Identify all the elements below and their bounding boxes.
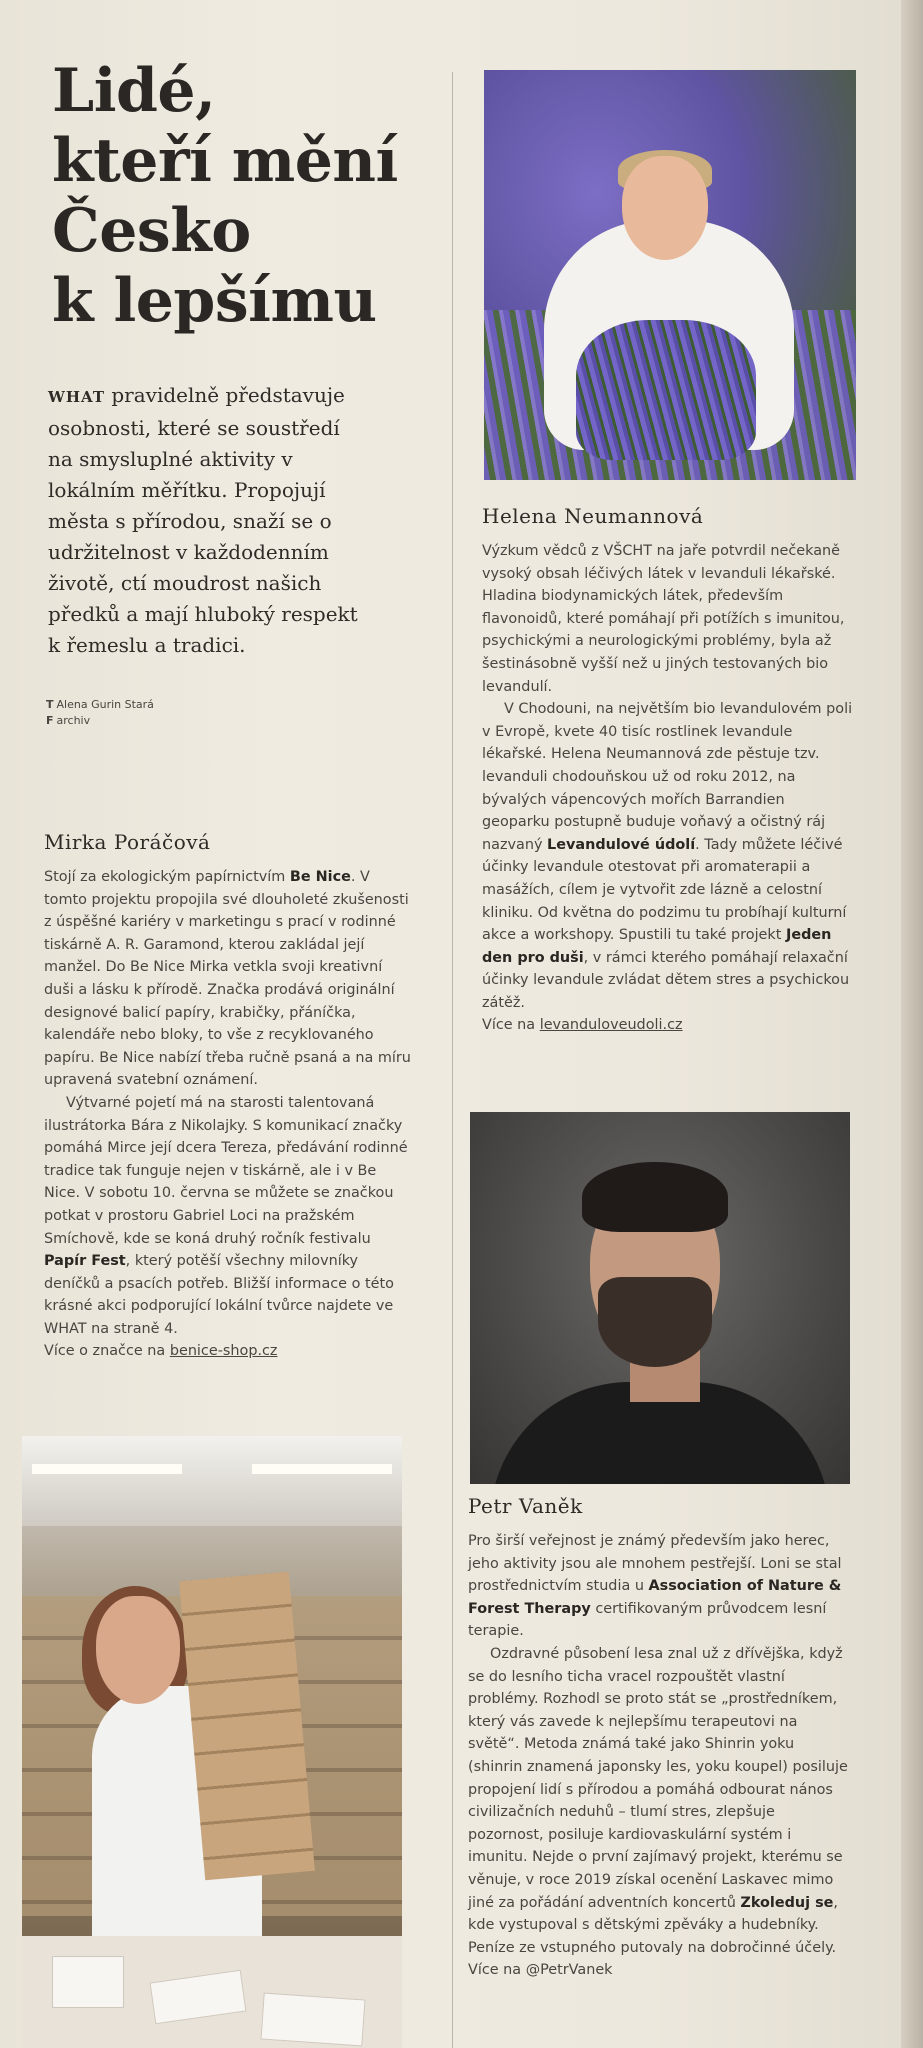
mirka-more: Více o značce na benice-shop.cz: [44, 1343, 278, 1360]
credit-author: Alena Gurin Stará: [56, 698, 154, 711]
page-edge: [901, 0, 923, 2048]
lead-paragraph: [48, 380, 368, 661]
lead-text: pravidelně představuje osobnosti, které se soustředí na smysluplné aktivity v lokálním měřítku. Propojují města s přírodou, snaží se o udržitelnost v každodenním životě, ctí moudrost našich předků a mají hluboký respekt k řemeslu a tradici.: [48, 383, 358, 657]
headline-line-2: kteří mění: [52, 126, 398, 196]
column-divider: [452, 72, 453, 2048]
headline: [52, 56, 432, 336]
helena-p1: Výzkum vědců z VŠCHT na jaře potvrdil nečekaně vysoký obsah léčivých látek v levanduli lékařské. Hladina biodynamických látek, především flavonoidů, které pomáhají při potížích s imunitou, psychickými a neurologickými problémy, byla až šestinásobně vyšší než u jiných testovaných bio levandulí.: [482, 543, 845, 695]
mirka-photo: [22, 1436, 402, 2048]
headline-line-4: k lepšímu: [52, 266, 377, 336]
mirka-bio: [44, 866, 412, 1363]
helena-p2: V Chodouni, na největším bio levandulovém poli v Evropě, kvete 40 tisíc rostlinek levandule lékařské. Helena Neumannová zde pěstuje tzv. levanduli chodouňskou už od roku 2012, na bývalých vápencových mořích Barrandien geoparku postupně buduje voňavý a očistný ráj nazvaný Levandulové údolí. Tady můžete léčivé účinky levandule otestovat při aromaterapii a masážích, cílem je vytvořit zde lázně a celostní kliniku. Od května do podzimu tu probíhají kulturní akce a workshopy. Spustili tu také projekt Jeden den pro duši, v rámci kterého pomáhají relaxační účinky levandule zvládat dětem stres a psychickou zátěž.: [482, 701, 853, 1011]
petr-name: Petr Vaněk: [468, 1494, 583, 1518]
credit-photo: archiv: [56, 714, 91, 727]
helena-bio: [482, 540, 854, 1037]
petr-p1: Pro širší veřejnost je známý především jako herec, jeho aktivity jsou ale mnohem pestřejší. Loni se stal prostřednictvím studia u Association of Nature & Forest Therapy certifikovaným průvodcem lesní terapie.: [468, 1533, 842, 1640]
credits: [46, 697, 154, 729]
helena-more: Více na levanduloveudoli.cz: [482, 1017, 683, 1034]
mirka-p1: Stojí za ekologickým papírnictvím Be Nice. V tomto projektu propojila své dlouholeté zkušenosti z úspěšné kariéry v marketingu s prací v rodinné tiskárně A. R. Garamond, kterou zakládal její manžel. Do Be Nice Mirka vetkla svoji kreativní duši a lásku k přírodě. Značka prodává originální designové balicí papíry, krabičky, přáníčka, kalendáře nebo bloky, to vše z recyklovaného papíru. Be Nice nabízí třeba ručně psaná a na míru upravená svatební oznámení.: [44, 869, 411, 1089]
petr-bio: [468, 1530, 848, 1982]
credit-text-key: T: [46, 698, 54, 711]
headline-line-1: Lidé,: [52, 56, 216, 126]
petr-photo: [470, 1112, 850, 1484]
brand-name: WHAT: [48, 388, 105, 406]
helena-name: Helena Neumannová: [482, 504, 704, 528]
petr-p2: Ozdravné působení lesa znal už z dřívějška, když se do lesního ticha vracel rozpouštět vlastní problémy. Rozhodl se proto stát se „prostředníkem, který vás zavede k nejlepšímu terapeutovi na světě“. Metoda známá také jako Shinrin yoku (shinrin znamená japonsky les, yoku koupel) posiluje propojení lidí s přírodou a pomáhá odbourat nános civilizačních neduhů – tlumí stres, zlepšuje pozornost, posiluje kardiovaskulární systém i imunitu. Nejde o první zajímavý projekt, kterému se věnuje, v roce 2019 získal ocenění Laskavec mimo jiné za pořádání adventních koncertů Zkoleduj se, kde vystupoval s dětskými zpěváky a hudebníky. Peníze ze vstupného putovaly na dobročinné účely. Více na @PetrVanek: [468, 1645, 848, 1979]
helena-link[interactable]: levanduloveudoli.cz: [539, 1017, 683, 1034]
helena-photo: [484, 70, 856, 480]
mirka-p2: Výtvarné pojetí má na starosti talentovaná ilustrátorka Bára z Nikolajky. S komunikací značky pomáhá Mirce její dcera Tereza, předávání rodinné tradice tak funguje nejen v tiskárně, ale i v Be Nice. V sobotu 10. června se můžete se značkou potkat v prostoru Gabriel Loci na pražském Smíchově, kde se koná druhý ročník festivalu Papír Fest, který potěší všechny milovníky deníčků a psacích potřeb. Bližší informace o této krásné akci podporující lokální tvůrce najdete ve WHAT na straně 4.: [44, 1094, 408, 1337]
mirka-name: Mirka Poráčová: [44, 830, 211, 854]
credit-photo-key: F: [46, 714, 54, 727]
headline-line-3: Česko: [52, 196, 251, 266]
mirka-link[interactable]: benice-shop.cz: [169, 1343, 278, 1360]
